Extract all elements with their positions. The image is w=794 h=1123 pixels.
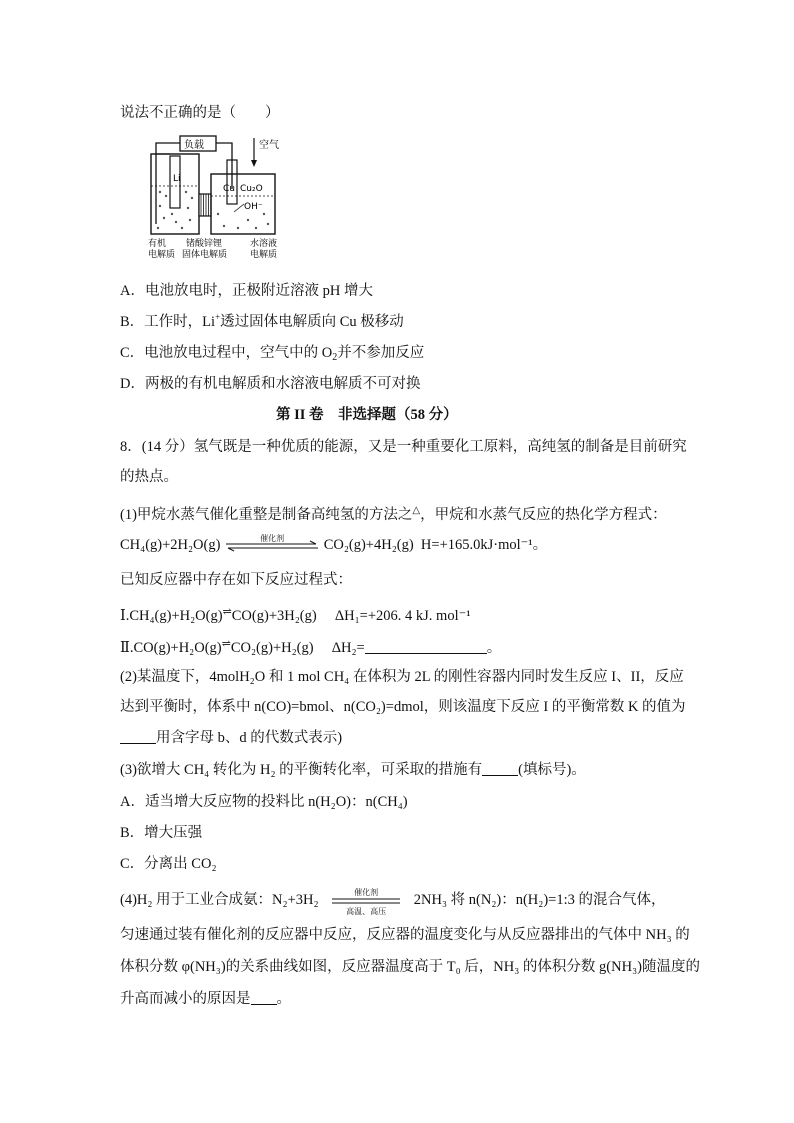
answer-blank-measures[interactable] <box>482 761 518 776</box>
q8-intro-line1: 8．(14 分）氢气既是一种优质的能源，又是一种重要化工原料，高纯氢的制备是目前研究 <box>120 439 687 455</box>
right-compartment <box>211 174 275 234</box>
label-aqueous: 水溶液 <box>250 239 278 249</box>
label-aqueous-2: 电解质 <box>250 250 278 260</box>
q8-part3-option-a: A．适当增大反应物的投料比 n(H₂O)：n(CH₄) <box>120 794 408 810</box>
equation-main: CH₄(g)+2H₂O(g) 催化剂 CO₂(g)+4H₂(g) H=+165.0kJ·mol⁻¹。 <box>120 533 548 553</box>
answer-blank-reason[interactable] <box>251 990 277 1005</box>
option-c: C．电池放电过程中，空气中的 $O_2$并不参加反应 <box>120 345 425 363</box>
option-d: D．两极的有机电解质和水溶液电解质不可对换 <box>120 376 421 392</box>
q8-part3-option-c: C．分离出 CO₂ <box>120 856 217 872</box>
q8-part4-line4: 升高而减小的原因是 。 <box>120 991 291 1007</box>
battery-diagram <box>148 134 288 264</box>
section-title: 第 II 卷 非选择题（58 分） <box>276 407 458 423</box>
li-label: Li <box>173 174 181 184</box>
label-organic: 有机 <box>148 239 167 249</box>
reaction-1: Ⅰ.CH₄(g)+H₂O(g)⇌CO(g)+3H₂(g) ΔH₁=+206. 4 kJ. mol⁻¹ <box>120 606 471 624</box>
oh-label: OH⁻ <box>244 202 263 212</box>
answer-blank-dh2[interactable] <box>365 639 487 654</box>
label-solid-2: 固体电解质 <box>182 250 228 260</box>
known-reactions-intro: 已知反应器中存在如下反应过程式： <box>120 572 352 588</box>
wire-right <box>216 143 232 189</box>
q8-part3-option-b: B．增大压强 <box>120 825 203 841</box>
label-organic-2: 电解质 <box>148 250 176 260</box>
q8-part2-line2: 达到平衡时，体系中 n(CO)=bmol、n(CO₂)=dmol，则该温度下反应 I 的平衡常数 K 的值为 <box>120 699 686 715</box>
q8-part4-line2: 匀速通过装有催化剂的反应器中反应，反应器的温度变化与从反应器排出的气体中 NH₃ 的 <box>120 927 690 943</box>
q8-part4-line3: 体积分数 φ(NH₃)的关系曲线如图，反应器温度高于 T₀ 后，NH₃ 的体积分数 g(NH₃)随温度的 <box>120 959 700 975</box>
reaction-2: Ⅱ.CO(g)+H₂O(g)⇌CO₂(g)+H₂(g) ΔH₂= 。 <box>120 638 502 656</box>
cu-label: Cu <box>223 184 235 194</box>
answer-blank-k[interactable] <box>120 729 156 744</box>
question-stem: 说法不正确的是（ ） <box>120 105 280 121</box>
cu2o-label: Cu₂O <box>240 184 263 194</box>
q8-part1: (1)甲烷水蒸气催化重整是制备高纯氢的方法之△，甲烷和水蒸气反应的热化学方程式： <box>120 505 667 523</box>
option-a: A．电池放电时，正极附近溶液 pH 增大 <box>120 283 373 299</box>
q8-part3: (3)欲增大 CH₄ 转化为 H₂ 的平衡转化率，可采取的措施有 (填标号)。 <box>120 762 586 778</box>
q8-part2-line1: (2)某温度下，4molH₂O 和 1 mol CH₄ 在体积为 2L 的刚性容器内同时发生反应 I、II，反应 <box>120 669 684 685</box>
synthesis-arrow: 催化剂 高温、高压 <box>346 887 387 916</box>
q8-part2-line3: 用含字母 b、d 的代数式表示) <box>120 728 342 748</box>
equilibrium-arrow: 催化剂 <box>224 540 320 552</box>
air-label: 空气 <box>259 140 279 151</box>
option-b: B．工作时，Li+透过固体电解质向 Cu 极移动 <box>120 312 404 330</box>
load-label: 负载 <box>184 140 204 151</box>
label-solid: 锗酸锌锂 <box>186 239 223 249</box>
q8-part4-line1: (4)H₂ 用于工业合成氨：N₂+3H₂ 催化剂 高温、高压 2NH₃ 将 n(N₂)：n(H₂)=1:3 的混合气体， <box>120 887 666 916</box>
q8-intro-line2: 的热点。 <box>120 469 178 485</box>
